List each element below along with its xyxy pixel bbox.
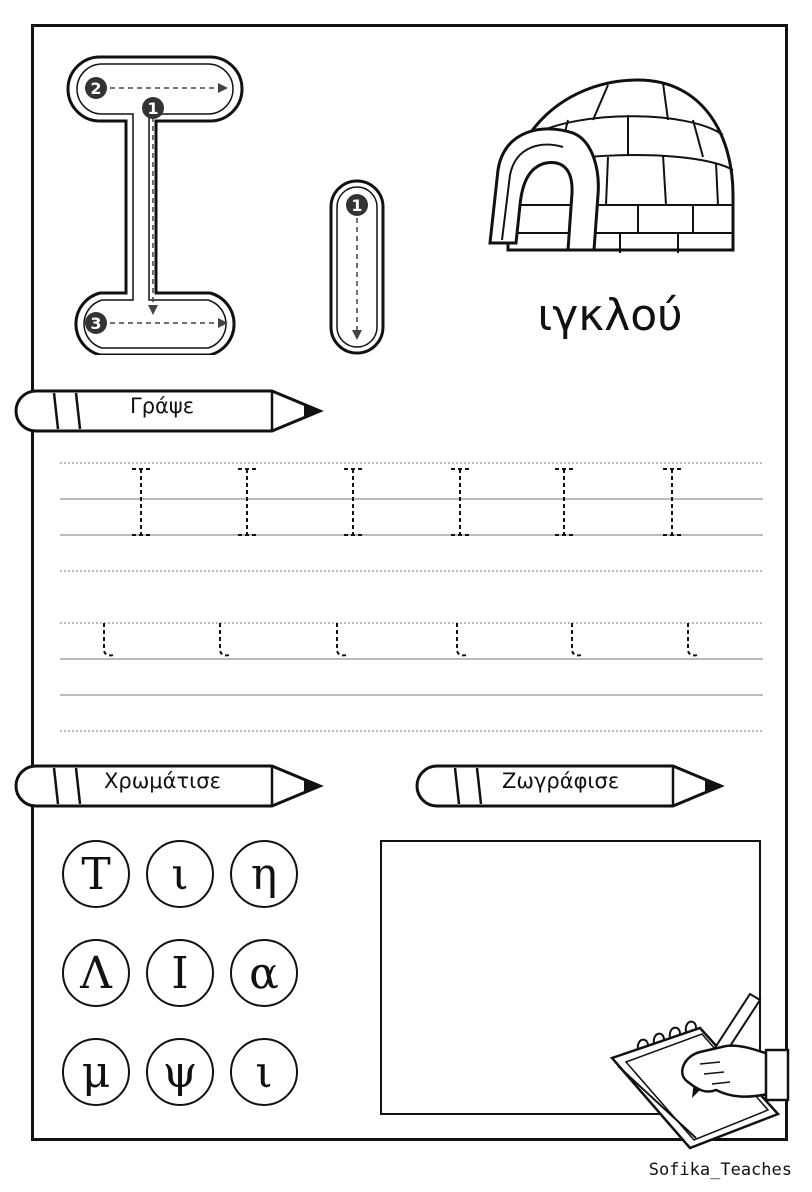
trace-uppercase-iota-5 — [555, 469, 573, 535]
letter-circle[interactable]: Τ — [62, 840, 130, 908]
trace-uppercase-iota-1 — [132, 469, 150, 535]
trace-lowercase-iota-6 — [688, 623, 698, 655]
letter-circle[interactable]: η — [230, 840, 298, 908]
svg-text:1: 1 — [147, 99, 159, 118]
hand-drawing-on-notepad-icon — [608, 986, 790, 1154]
trace-uppercase-iota-2 — [238, 469, 256, 535]
trace-lowercase-iota-1 — [104, 623, 114, 655]
trace-uppercase-iota-3 — [344, 469, 362, 535]
lowercase-iota-guide — [328, 178, 388, 358]
practice-lines-uppercase — [60, 455, 765, 575]
author-credit: Sofika_Teaches — [648, 1160, 792, 1180]
trace-uppercase-iota-4 — [451, 469, 469, 535]
trace-lowercase-iota-5 — [572, 623, 582, 655]
picture-word: ιγκλού — [537, 290, 683, 341]
section-write-label: Γράψε — [130, 394, 195, 418]
practice-lines-lowercase — [60, 615, 765, 735]
letter-circle[interactable]: μ — [62, 1038, 130, 1106]
trace-lowercase-iota-4 — [457, 623, 467, 655]
igloo-icon — [488, 75, 738, 260]
svg-text:2: 2 — [90, 79, 102, 98]
trace-lowercase-iota-2 — [220, 623, 230, 655]
trace-uppercase-iota-6 — [663, 469, 681, 535]
letter-circle[interactable]: Ι — [146, 939, 214, 1007]
letter-circle[interactable]: α — [230, 939, 298, 1007]
trace-lowercase-iota-3 — [337, 623, 347, 655]
svg-text:1: 1 — [351, 196, 363, 215]
section-draw-label: Ζωγράφισε — [502, 769, 620, 793]
letter-circle[interactable]: ι — [146, 840, 214, 908]
letter-circle[interactable]: Λ — [62, 939, 130, 1007]
letter-circle[interactable]: ψ — [146, 1038, 214, 1106]
svg-text:3: 3 — [90, 314, 102, 333]
letter-circle[interactable]: ι — [230, 1038, 298, 1106]
uppercase-iota-guide — [60, 55, 250, 355]
section-color-label: Χρωμάτισε — [104, 769, 221, 793]
